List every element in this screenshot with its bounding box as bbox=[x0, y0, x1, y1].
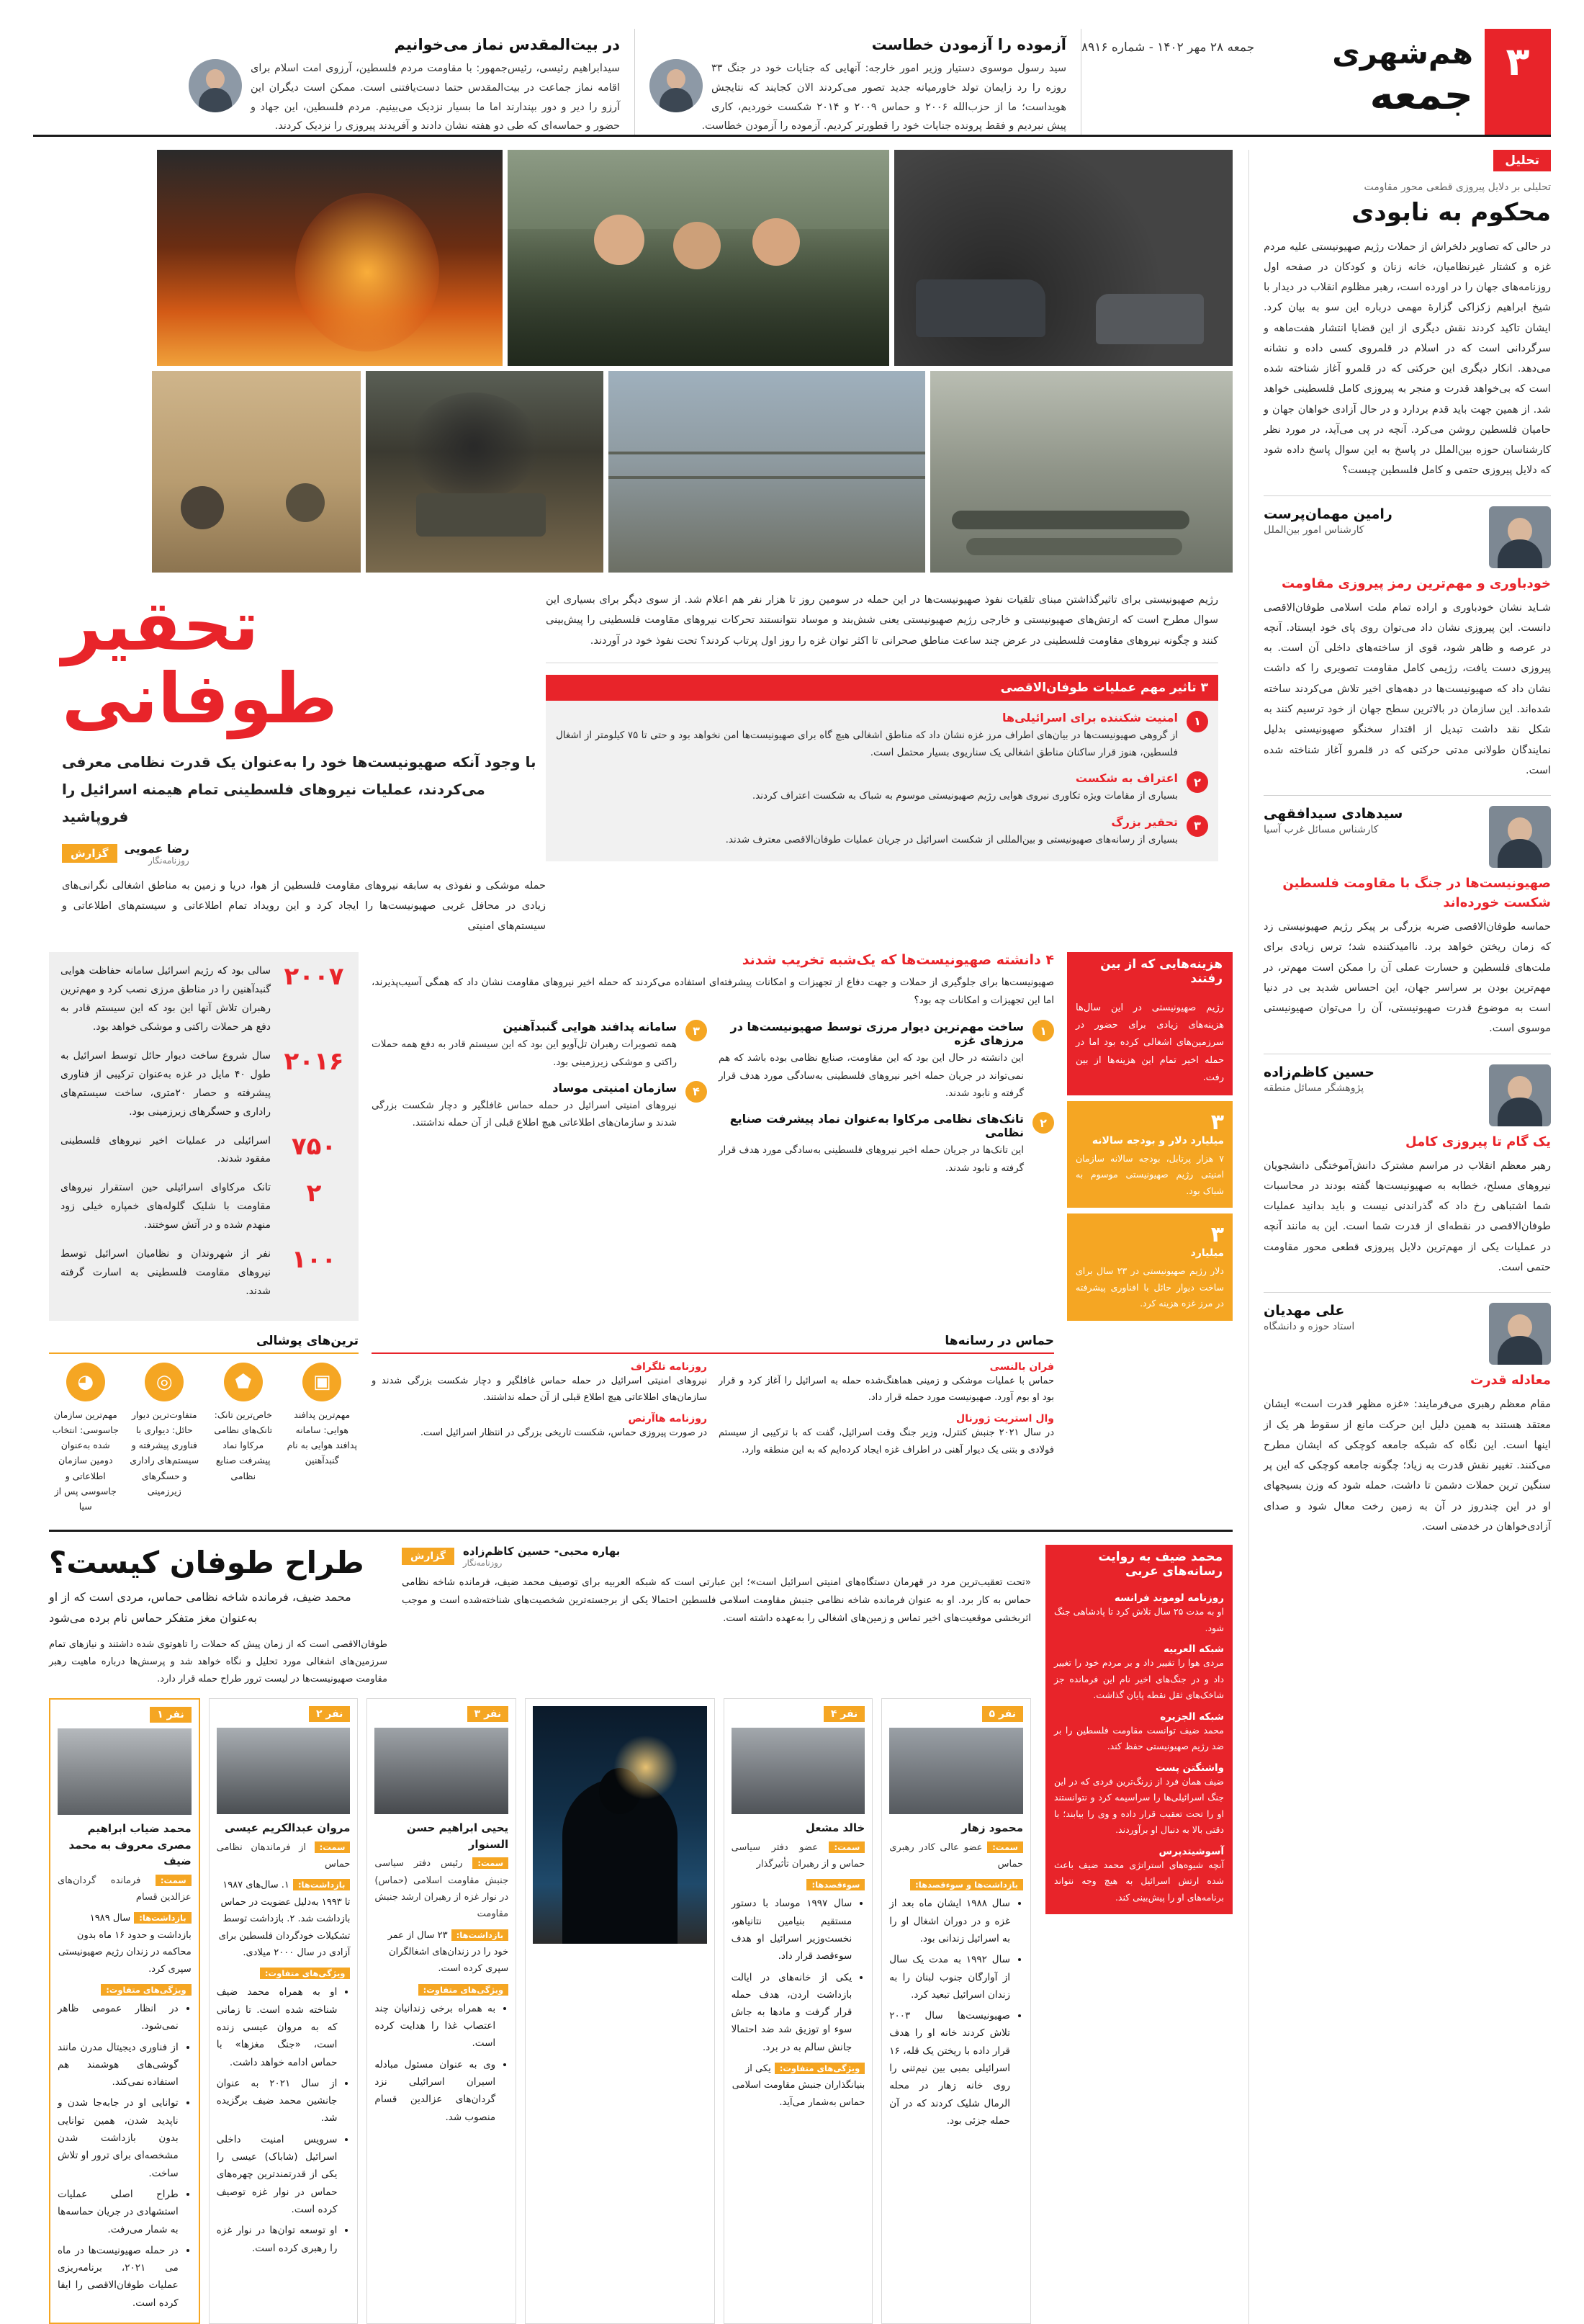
expert-name: رامین مهمان‌پرست bbox=[1264, 506, 1392, 522]
photo-soldiers bbox=[508, 150, 889, 366]
narrative-source: شبکه العربیه bbox=[1163, 1643, 1224, 1656]
page-number: ۳ bbox=[1485, 29, 1551, 135]
wall-icon: ◎ bbox=[145, 1363, 184, 1401]
narrative-text: ضیف همان فرد از زرنگ‌ترین فردی که در این جنگ اسرائیلی‌ها را سراسیمه کرد و نتوانستند او را تحت تعقیب قرار داده و وی را بیابند؛ با دقتی بالا به دنبال او برآوردند. bbox=[1054, 1775, 1224, 1836]
avatar bbox=[1489, 1064, 1551, 1126]
planner-arrest: ۱. سال‌های ۱۹۸۷ تا ۱۹۹۳ به‌دلیل عضویت در حماس بازداشت شد. ۲. بازداشت توسط تشکیلات خودگردان فلسطین برای آزادی در سال ۲۰۰۰ میلادی. bbox=[218, 1880, 351, 1958]
media-source: فران بالنسی bbox=[989, 1360, 1054, 1373]
destroyed-index: ۱ bbox=[1032, 1020, 1054, 1041]
planner-post: عضو دفتر سیاسی حماس و از رهبران تأثیرگذار bbox=[731, 1841, 865, 1870]
expert-name: سیدهادی سیدافقهی bbox=[1264, 806, 1403, 822]
planner-post: فرمانده گردان‌های عزالدین قسام bbox=[57, 1875, 192, 1903]
arrest-label: بازداشت‌ها و سوءقصدها: bbox=[910, 1879, 1023, 1890]
post-label: سمت: bbox=[472, 1857, 508, 1869]
feat-label: ویژگی‌های متفاوت: bbox=[418, 1984, 509, 1996]
expert-body: حماسه طوفان‌الاقصی ضربه بزرگی بر پیکر رژیم صهیونیستی زد که زمان ریختن خواهد برد. ناامیدکننده شد؛ ترس زیادی برای ملت‌های فلسطین و حسارت عملی آن را ممکن است مهم‌تر، در مهم‌ترین بودن بر سراسر جهان، این احساس شدید بی در دنیا است به موضوع قدرت صهیونیستی، آن را می‌توان صهیونیستی موسوی است. bbox=[1264, 921, 1551, 1035]
destroyed-item bbox=[372, 1020, 707, 1071]
stat-number: ۲۰۰۷ bbox=[284, 962, 344, 992]
fact: • او توسعه توان‌ها در نوار غزه را رهبری کرده است. bbox=[217, 2222, 338, 2257]
cost-title: هزینه‌هایی که از بین رفتند bbox=[1067, 952, 1233, 991]
planner-facts bbox=[374, 2000, 508, 2126]
narrative-item bbox=[1054, 1762, 1224, 1839]
narrative-text: او به مدت ۲۵ سال تلاش کرد تا پادشاهی جنگ شود. bbox=[1053, 1606, 1224, 1633]
report-role: روزنامه‌نگار bbox=[463, 1558, 503, 1569]
stat-number: ۷۵۰ bbox=[291, 1131, 337, 1161]
cost-item bbox=[1067, 1213, 1233, 1321]
post-label: سمت: bbox=[315, 1841, 351, 1853]
issue-date: جمعه ۲۸ مهر ۱۴۰۲ - شماره ۸۹۱۶ bbox=[1081, 40, 1255, 55]
expert-block bbox=[1264, 1303, 1551, 1365]
planner-card bbox=[366, 1698, 516, 2324]
expert-body: مقام معظم رهبری می‌فرمایند: «غزه مظهر قدرت است» ایشان معتقد هستند به همین دلیل این حرکت مانع از سقوط هر یک از اینها است. این نگاه که شبکه جامعه کوچکی که ایشان مطرح می‌کنند. تغییر نقش قدرت به زیاد؛ چگونه جامعه کوچکی که این پر سنگین ترین حملات دشمن تا داشت، حمله شود که وزن بسیجهای او در این چندروز در آن به زمین رخت معال شود و صدای آزادی‌خواهان در خدمتی است. bbox=[1264, 1399, 1551, 1533]
cost-unit: میلیارد دلار و بودجه سالانه bbox=[1092, 1134, 1224, 1147]
expert-body: شـاید نشان خودباوری و اراده تمام ملت اسلامی طوفان‌الاقصی دانست. این پیروزی نشان داد می‌توان روی پای خود ایستاد. آنچه در عرصه و ظاهر شود، قوی از ساخته‌های داخلی آن است. به پیروزی دست یافت، رژیمی کامل مقاومت تصویری را که داشت نشان داد که صهیونیست‌ها در دهه‌های اخیر تلاش می‌کردند ساخته شده‌اند. این سازمان در بالاترین سطح جهان از خود ترسیم کنند به شکل نقد داشت تبدیل از اقتدار سخنگو صهیونیستی بدلیل نمایندگان طولانی مدتی حرکتی که در قلمرو آغاز شناخته شده است. bbox=[1264, 601, 1551, 776]
narrative-item bbox=[1054, 1643, 1224, 1704]
stat-text: سالی بود که رژیم اسرائیل سامانه حفاظت هوایی گنبدآهنین را در مناطق مرزی نصب کرد و مهم‌ترین رهبران تلاش آنها این بود که این سیستم قادر به دفع هر حملات راکتی و موشکی خواهد بود. bbox=[60, 965, 271, 1033]
planner-name: محمد ضیاب ابراهیم مصری معروف به محمد ضیف bbox=[68, 1822, 192, 1868]
armor-caption: خاص‌ترین تانک: تانک‌های نظامی مرکاوا نماد پیشرفت صنایع نظامی bbox=[214, 1409, 273, 1481]
planners-quote: «تحت تعقیب‌ترین مرد در قهرمان دستگاه‌های امنیتی اسرائیل است»؛ این عبارتی است که شبکه العربیه برای توصیف محمد ضیف، فرمانده شاخه نظامی حماس به کار برد. او به عنوان فرمانده شاخه نظامی جنبش مقاومت اسلامی فلسطین احتمالا یکی از برجسته‌ترین شخصیت‌های شناخته‌شده است و موجب اثربخشی موقعیت‌های اخیر تماس و زمین‌های اشغالی را به‌عهده داشته است. bbox=[402, 1576, 1031, 1625]
expert-block bbox=[1264, 806, 1551, 868]
destroyed-item bbox=[719, 1112, 1054, 1177]
divider bbox=[1264, 1292, 1551, 1293]
analysis-column bbox=[1248, 150, 1551, 2324]
planner-name: مروان عبدالکریم عیسی bbox=[225, 1821, 351, 1835]
post-label: سمت: bbox=[987, 1841, 1023, 1853]
armor-cell bbox=[128, 1363, 202, 1515]
feat-label: ویژگی‌های متفاوت: bbox=[101, 1984, 192, 1996]
planner-name: خالد مشعل bbox=[805, 1821, 865, 1835]
fact: • سال ۱۹۹۲ به مدت یک سال از آوارگان جنوب لبنان را به زندان اسرائیل تبعید کرد. bbox=[889, 1951, 1010, 2004]
impact-item bbox=[556, 815, 1208, 848]
impact-item bbox=[556, 711, 1208, 762]
impact-index: ۲ bbox=[1187, 771, 1208, 793]
destroyed-head: ساخت مهم‌ترین دیوار مرزی توسط صهیونیست‌ها در مرزهای غزه bbox=[730, 1020, 1024, 1048]
impact-head: امنیت شکننده برای اسرائیلی‌ها bbox=[1002, 710, 1178, 724]
planners-sub: محمد ضیف، فرمانده شاخه نظامی حماس، مردی است که از او به‌عنوان مغز متفکر حماس نام برده می‌شود bbox=[49, 1590, 351, 1625]
destroyed-index: ۴ bbox=[685, 1081, 707, 1103]
narrative-text: آنچه شیوه‌های استراتژی محمد ضیف باعث شده ارتش اسرائیل به هیچ وجه نتواند برنامه‌های او را پیش‌بینی کند. bbox=[1054, 1859, 1224, 1903]
fact: • سرویس امنیت داخلی اسرائیل (شاباک) عیسی را یکی از قدرتمندترین چهره‌های حماس در نوار غزه توصیف کرده است. bbox=[217, 2131, 338, 2218]
planner-cards bbox=[49, 1698, 1031, 2324]
report-label: گزارش bbox=[402, 1548, 454, 1565]
media-box bbox=[372, 1334, 1054, 1515]
attempt-label: سوءقصدها: bbox=[806, 1879, 865, 1890]
narrative-item bbox=[1054, 1592, 1224, 1636]
divider bbox=[1264, 795, 1551, 796]
planner-photo bbox=[889, 1728, 1023, 1814]
expert-role: کارشناس امور بین‌الملل bbox=[1264, 524, 1364, 536]
stats-box bbox=[49, 952, 359, 1320]
stat-number: ۲ bbox=[306, 1179, 322, 1208]
stat-item bbox=[60, 962, 347, 1037]
armor-caption: مهم‌ترین سازمان جاسوسی: انتخاب شده به‌عنوان دومین سازمان اطلاعاتی و جاسوسی پس از سیا bbox=[52, 1409, 119, 1512]
media-item bbox=[372, 1413, 707, 1441]
media-source: روزنامه هاآرتص bbox=[628, 1413, 707, 1425]
destroyed-index: ۲ bbox=[1032, 1112, 1054, 1134]
cover-lead-block bbox=[546, 590, 1233, 936]
destroyed-item bbox=[719, 1020, 1054, 1102]
cover-lead-2: حمله موشکی و نفوذی به سابقه نیروهای مقاومت فلسطین از هوا، دریا و زمین به مناطق اشغالی نگرانی‌های زیادی در محافل غربی صهیونیست‌ها را ایجاد کرد و این رویداد تمام اطلاعاتی و سیستم‌های اطلاعاتی و سیستم‌های امنیتی bbox=[62, 879, 546, 933]
expert-headline: معادله قدرت bbox=[1470, 1373, 1551, 1388]
fact: • به همراه برخی زندانیان چند اعتصاب غذا را هدایت کرده است. bbox=[374, 2000, 495, 2052]
cost-number: ۳ bbox=[1210, 1222, 1224, 1248]
destroyed-body: این دانشته در حال این بود که این مقاومت، صنایع نظامی بوده باشد که هم نمی‌تواند در جریان حمله اخیر نیروهای فلسطینی به‌سادگی مورد هدف قرار گرفته و نابود شدند. bbox=[719, 1052, 1024, 1099]
cost-intro: رژیم صهیونیستی در این سال‌ها هزینه‌های زیادی برای حضور در سرزمین‌های اشغالی کرده بود اما در حمله اخیر تمام این هزینه‌ها از بین رفت. bbox=[1067, 991, 1233, 1095]
cover-lead: رژیم صهیونیستی برای تاثیرگذاشتن مبنای تلقیات نفوذ صهیونیست‌ها در این حمله در سومین روز تا هزار نفر هم اعلام شد. از سوی دیگر برای بسیاری این سوال مطرح است که ارتش‌های صهیونیستی و خارجی رژیم صهیونیستی یعنی شش‌بند و موساد نتوانستند تحرکات نیروهای مقاومت فلسطینی را پیش‌بینی کنند و چگونه نیروهای مقاومت فلسطینی در عرض چند ساعت مناطق صحرانی تا اکثر توان غزه را روز اول پرتاب کردند؟ تحت نفوذ خود در آوردند. bbox=[546, 594, 1218, 647]
planner-card bbox=[724, 1698, 873, 2324]
fact: • در حمله صهیونیست‌ها در ماه می ۲۰۲۱، برنامه‌ریزی عملیات طوفان‌الاقصی را ایفا کرده است. bbox=[58, 2242, 179, 2312]
photo-desert-riders bbox=[152, 371, 361, 573]
byline bbox=[62, 842, 546, 866]
planner-card bbox=[209, 1698, 359, 2324]
planners-main bbox=[49, 1545, 1031, 2324]
media-text: در سال ۲۰۲۱ جنبش کنترل، وزیر جنگ وقت اسرائیل، گفت که با ترکیبی از سیستم فولادی و بتنی یک دیوار آهنی در اطراف غزه ایجاد کرده‌ایم که به این منطقه وارد. bbox=[719, 1427, 1054, 1455]
fact: • سال ۱۹۸۸ ایشان ماه بعد از غزه و در دوران اشغال او را به اسرائیل زندانی بود. bbox=[889, 1895, 1010, 1947]
impact-item bbox=[556, 771, 1208, 804]
impact-index: ۳ bbox=[1187, 815, 1208, 837]
planner-facts bbox=[732, 1895, 865, 2056]
avatar bbox=[649, 59, 703, 112]
planner-facts bbox=[217, 1983, 351, 2256]
fact: • در انظار عمومی ظاهر نمی‌شود. bbox=[58, 2000, 179, 2035]
planner-rank: نفر ۴ bbox=[824, 1706, 865, 1722]
expert-block bbox=[1264, 1064, 1551, 1126]
stat-text: سال شروع ساخت دیوار حائل توسط اسرائیل به طول ۴۰ مایل در غزه به‌عنوان ترکیبی از فناوری پیشرفته و حصار ۲۰متری، ساخت سیستم‌های راداری و حسگرهای زیرزمینی بود. bbox=[60, 1049, 271, 1118]
byline-name: رضا عمویی bbox=[124, 841, 189, 856]
armor-title: ترین‌های پوشالی bbox=[49, 1334, 359, 1354]
arrest-label: بازداشت‌ها: bbox=[451, 1929, 508, 1941]
fact: • وی به عنوان مسئول مبادله اسیران اسرائیلی نزد گردان‌های عزالدین قسام منصوب شد. bbox=[374, 2056, 495, 2126]
expert-name: علی مهدیان bbox=[1264, 1303, 1345, 1319]
stat-item bbox=[60, 1047, 347, 1122]
cost-item bbox=[1067, 1101, 1233, 1208]
narrative-source: آسوشیتدپرس bbox=[1158, 1845, 1224, 1857]
narrative-source: واشنگتن پست bbox=[1155, 1762, 1224, 1774]
planner-post: عضو عالی کادر رهبری حماس bbox=[889, 1841, 1023, 1870]
brief-text: سید رسول موسوی دستیار وزیر امور خارجه: آنهایی که جنایات خود در جنگ ۳۳ روزه را رد زایمان تولد خاورمیانه جدید تصور می‌کردند الان کجایند که نتایجش هویداست؛ ما از حزب‌الله ۲۰۰۶ و حماس ۲۰۰۹ و ۲۰۱۴ شکست خوردیم، کاری پیش نبردیم و فقط پرونده جنایات خود را قطورتر کردیم. آزموده را آزمودن خطاست. bbox=[701, 63, 1067, 133]
cost-body: ۷ هزار پرتابل، بودجه سالانه سازمان امنیتی رژیم صهیونیستی موسوم به شباک بود. bbox=[1076, 1152, 1224, 1196]
media-text: نیروهای امنیتی اسرائیل در حمله حماس غافلگیر و دچار شکست بزرگی شدند و سازمان‌های اطلاعاتی هیچ اطلاع قبلی از آن حمله نداشتند. bbox=[372, 1375, 707, 1404]
destroyed-item bbox=[372, 1081, 707, 1132]
armor-box bbox=[49, 1334, 359, 1515]
brief-title: آزموده را آزمودن خطاست bbox=[871, 36, 1066, 53]
narrative-item bbox=[1054, 1711, 1224, 1755]
stat-text: نفر از شهروندان و نظامیان اسرائیل توسط نیروهای مقاومت فلسطینی به اسارت گرفته شدند. bbox=[60, 1247, 271, 1297]
arrest-label: بازداشت‌ها: bbox=[293, 1879, 350, 1890]
analysis-kicker: تحلیلی بر دلایل پیروزی قطعی محور مقاومت bbox=[1364, 181, 1551, 193]
armor-media-row bbox=[49, 1334, 1233, 1515]
narrative-text: مردی هوا را تقییر داد و بر مردم خود را تغییر داد و در جنگ‌های اخیر نام این فرمانده جز شاخک‌های ثقل نقطه پایان گذاشت. bbox=[1054, 1657, 1224, 1701]
impact-index: ۱ bbox=[1187, 711, 1208, 732]
fact: • صهیونیست‌ها سال ۲۰۰۳ تلاش کردند خانه او را هدف قرار داده با ریختن یک قله، ۱۶ اسرائیلی بمبی بین نیم‌تنی را روی خانه زهار در محله الرمال شلیک کردند که در آن حمله جزئی بود. bbox=[889, 2007, 1010, 2130]
masthead bbox=[33, 29, 1551, 137]
photo-fire bbox=[157, 150, 503, 366]
armor-cell bbox=[49, 1363, 122, 1515]
cost-box bbox=[1067, 952, 1233, 1320]
page-title: تحقیر طوفانی bbox=[62, 586, 338, 739]
extra-text: یکی از بنیانگذاران جنبش مقاومت اسلامی حماس به‌شمار می‌آید. bbox=[732, 2063, 865, 2108]
brand-name: هم‌شهری bbox=[1332, 35, 1473, 71]
impact-head: اعتراف به شکست bbox=[1075, 771, 1178, 786]
destroyed-title: ۴ دانشته صهیونیست‌ها که یک‌شبه تخریب شدند bbox=[742, 952, 1054, 969]
fact: • از سال ۲۰۲۱ به عنوان جانشین محمد ضیف برگزیده شد. bbox=[217, 2075, 338, 2127]
media-item bbox=[719, 1413, 1054, 1458]
armor-cell bbox=[286, 1363, 359, 1515]
armor-caption: متفاوت‌ترین دیوار حائل: دیواری با فناوری پیشرفته و سیستم‌های راداری و حسگرهای زیرزمینی bbox=[130, 1409, 199, 1497]
stat-number: ۲۰۱۶ bbox=[284, 1046, 344, 1076]
planner-photo bbox=[374, 1728, 508, 1814]
impact-body: از گروهی صهیونیست‌ها در بیان‌های اطراف مرز غزه نشان داد که مناطق اشغالی هیچ گاه برای صهیونیست‌ها امن نخواهد بود و حتی تا ۷۵ کیلومتر از اشغال فلسطین، هنوز قرار ساکنان مناطق اشغالی یک سناریوی بسیار محتمل است. bbox=[556, 729, 1179, 759]
expert-block bbox=[1264, 506, 1551, 568]
expert-name: حسین کاظم‌زاده bbox=[1264, 1064, 1374, 1080]
media-source: وال استریت ژورنال bbox=[956, 1413, 1054, 1425]
stat-number: ۱۰۰ bbox=[291, 1244, 337, 1274]
planner-rank: نفر ۱ bbox=[150, 1707, 191, 1723]
media-source: روزنامه تلگراف bbox=[630, 1360, 707, 1373]
planner-post: رئیس دفتر سیاسی جنبش مقاومت اسلامی (حماس) در نوار غزه از رهبران ارشد جنبش مقاومت bbox=[374, 1858, 509, 1920]
media-item bbox=[372, 1361, 707, 1406]
stat-item bbox=[60, 1179, 347, 1235]
shield-icon: ⬟ bbox=[224, 1363, 263, 1401]
main-column bbox=[33, 150, 1248, 2324]
cost-unit: میلیارد bbox=[1190, 1247, 1224, 1260]
media-title: حماس در رسانه‌ها bbox=[372, 1334, 1054, 1354]
planner-photo bbox=[732, 1728, 865, 1814]
expert-role: کارشناس مسائل غرب آسیا bbox=[1264, 824, 1379, 836]
planner-facts bbox=[58, 2000, 192, 2312]
fact: • سال ۱۹۹۷ موساد با دستور مستقیم بنیامین نتانیاهو، نخست‌وزیر اسرائیل او هدف سوءقصد قرار داد. bbox=[732, 1895, 852, 1965]
analysis-title: محکوم به نابودی bbox=[1351, 198, 1551, 227]
media-item bbox=[719, 1361, 1054, 1406]
narrative-source: شبکه الجزیره bbox=[1160, 1710, 1224, 1723]
fact: • از فناوری دیجیتال مدرن مانند گوشی‌های هوشمند هم استفاده نمی‌کند. bbox=[58, 2039, 179, 2091]
impact-head: تحقیر بزرگ bbox=[1111, 815, 1178, 829]
planners-intro: طوفان‌الاقصی است که از زمان پیش که حملات را تاهوتوی شده داشتند و نیازهای تمام سرزمین‌های اشغالی مورد تحلیل و نگاه خواهد شد و پرسش‌ها درباره ماهیت رهبر مقاومت صهیونیست‌ها در لیست ترور طراح حمله قرار دارد. bbox=[49, 1638, 387, 1685]
tank-icon: ▣ bbox=[302, 1363, 341, 1401]
planner-feature-photo bbox=[525, 1698, 714, 2324]
photo-street-damage bbox=[894, 150, 1233, 366]
planner-rank: نفر ۲ bbox=[309, 1706, 350, 1722]
planner-photo bbox=[217, 1728, 351, 1814]
expert-headline: صهیونیست‌ها در جنگ با مقاومت فلسطین شکست خورده‌اند bbox=[1282, 876, 1551, 911]
planners-section bbox=[49, 1545, 1233, 2324]
planner-photo bbox=[58, 1728, 192, 1815]
brief-text: سیدابراهیم رئیسی، رئیس‌جمهور: با مقاومت مردم فلسطین، آرزوی امت اسلام برای اقامه نماز جماعت در بیت‌المقدس حتما دست‌یافتنی است. ممکن است دیگران این آرزو را دیر و دور بپندارند اما ما بسیار نزدیک می‌بینیم. مردم فلسطین، این جهاد و حضور و حماسه‌ای که طی دو هفته نشان دادند و آفریدند پیروزی را نزدیک کردند. bbox=[251, 63, 620, 133]
destroyed-intro: صهیونیست‌ها برای جلوگیری از حملات و جهت دفاع از تجهیزات و امکانات پیشرفته‌ای استفاده می‌کردند که حمله اخیر نیروهای مقاومت نشان داد که همگی آسیب‌پذیرند، اما این تجهیزات و امکانات چه بود؟ bbox=[372, 977, 1054, 1007]
avatar bbox=[189, 59, 242, 112]
expert-headline: خودباوری و مهم‌ترین رمز پیروزی مقاومت bbox=[1282, 575, 1551, 591]
narrative-item bbox=[1054, 1846, 1224, 1906]
cost-number: ۳ bbox=[1210, 1109, 1224, 1135]
narrative-box bbox=[1045, 1545, 1233, 1914]
post-label: سمت: bbox=[156, 1875, 192, 1886]
photo-strip-bottom bbox=[49, 371, 1233, 573]
photo-strip-top bbox=[49, 150, 1233, 366]
divider bbox=[1264, 495, 1551, 496]
photo-captives bbox=[930, 371, 1233, 573]
cost-body: دلار رژیم صهیونیستی در ۲۳ سال برای ساخت دیوار حائل با افناوری پیشرفته در مرز غزه هزینه کرد. bbox=[1076, 1265, 1224, 1309]
destroyed-body: این تانک‌ها در جریان حمله اخیر نیروهای فلسطینی به‌سادگی مورد هدف قرار گرفته و نابود شدند. bbox=[719, 1144, 1024, 1174]
fact: • توانایی او در جابه‌جا شدن و ناپدید شدن، همین توانایی بدون بازداشت شدن مشخصه‌ای برای ترور او تلاش ساخت. bbox=[58, 2094, 179, 2181]
planner-name: محمود زهار bbox=[961, 1821, 1023, 1835]
arrest-label: بازداشت‌ها: bbox=[134, 1912, 191, 1924]
page-body bbox=[33, 150, 1551, 2324]
impact-body: بسیاری از رسانه‌های صهیونیستی و بین‌المللی از شکست اسرائیل در جریان عملیات طوفان‌الاقصی معترف شدند. bbox=[725, 833, 1178, 845]
planner-post: از فرماندهان نظامی حماس bbox=[216, 1841, 351, 1870]
destroyed-head: سازمان امنیتی موساد bbox=[552, 1080, 677, 1095]
avatar bbox=[1489, 1303, 1551, 1365]
destroyed-body: همه تصویرات رهبران تل‌آویو این بود که این سیستم قادر به دفع همه حملات راکتی و موشکی زیرزمینی بود. bbox=[372, 1038, 677, 1068]
feat-label: ویژگی‌های متفاوت: bbox=[260, 1968, 351, 1979]
brief-title: در بیت‌المقدس نماز می‌خوانیم bbox=[394, 36, 620, 53]
brief-item bbox=[635, 29, 1081, 135]
infographic-row bbox=[49, 952, 1233, 1320]
cover-title-block bbox=[49, 586, 546, 936]
stat-item bbox=[60, 1245, 347, 1301]
destroyed-head: تانک‌های نظامی مرکاوا به‌عنوان نماد پیشرفت صنایع نظامی bbox=[729, 1112, 1024, 1140]
section-tag: تحلیل bbox=[1493, 150, 1551, 171]
destroyed-box bbox=[372, 952, 1054, 1320]
masthead-briefs bbox=[33, 29, 1081, 135]
planner-arrest: ۲۳ سال از عمر خود را در زندان‌های اشغالگران سپری کرده است. bbox=[387, 1929, 509, 1975]
expert-headline: یک گام تا پیروزی کامل bbox=[1405, 1134, 1551, 1149]
spacer bbox=[1067, 1334, 1233, 1515]
fact: • یکی از خانه‌های در ایالت بازداشت اردن، هدف حمله قرار گرفت و مادها به جاش سوء او توزیق شد ضد احتمالا جانش سالم به در برد. bbox=[732, 1969, 852, 2056]
destroyed-head: سامانه پدافند هوایی گنبدآهنین bbox=[503, 1020, 677, 1034]
eye-icon: ◕ bbox=[66, 1363, 105, 1401]
narrative-text: محمد ضیف توانست مقاومت فلسطین را بر ضد رژیم صهیونیستی حفظ کند. bbox=[1054, 1724, 1224, 1752]
planners-title: طراح طوفان کیست؟ bbox=[49, 1545, 364, 1581]
planner-card-featured bbox=[49, 1698, 200, 2324]
expert-role: پژوهشگر مسائل منطقه bbox=[1264, 1082, 1364, 1094]
planner-card bbox=[881, 1698, 1031, 2324]
fact: • او به همراه محمد ضیف شناخته شده است. تا زمانی که به مروان عیسی زنده است، «جنگ مغزها» با حماس ادامه خواهد داشت. bbox=[217, 1983, 338, 2070]
report-author: بهاره محبی- حسین کاظم‌زاده bbox=[463, 1545, 621, 1558]
impact-body: بسیاری از مقامات ویژه تکاوری نیروی هوایی رژیم صهیونیستی موسوم به شباک به شکست اعتراف کردند. bbox=[752, 790, 1178, 802]
weekday: جمعه bbox=[1369, 72, 1473, 120]
planner-facts bbox=[889, 1895, 1023, 2130]
logo-block bbox=[1297, 29, 1485, 135]
avatar bbox=[1489, 806, 1551, 868]
planner-rank: نفر ۳ bbox=[467, 1706, 508, 1722]
expert-role: استاد حوزه و دانشگاه bbox=[1264, 1321, 1355, 1333]
stat-text: تانک مرکاوای اسرائیلی حین استقرار نیروهای مقاومت با شلیک گلوله‌های خمپاره خیلی زود منهدم شده و در آتش سوختند. bbox=[60, 1182, 271, 1231]
stat-text: اسرائیلی در عملیات اخیر نیروهای فلسطینی مفقود شدند. bbox=[60, 1134, 271, 1165]
armor-caption: مهم‌ترین پدافند هوایی: سامانه پدافند هوایی به نام گنبدآهنین bbox=[287, 1409, 357, 1466]
analysis-body: در حالی که تصاویر دلخراش از حملات رژیم صهیونیستی علیه مردم غزه و کشتار غیرنظامیان، خانه زنان و کودکان در صفحه اول روزنامه‌های جهان را در اورده است، رهبر مظلوم انقلاب در دیدار با شیخ ابراهیم زکزاکی گزارهٔ مهمی درباره این سو به بیان کرد. ایشان تاکید کردند نقش دیگری از این قضایا انتشار هفت‌ماهه و سرگردانی است که در اسلام در قلمروی کسی داده و نشانه می‌دهد. انکار دیگری این حرکتی که در قلمرو آغاز شناخته شده است که بی‌خواهد قدرت و منجر به پیروزی کامل فلسطینی خواهد شد. از همین جهت باید قدم بردارد و در حال آزادی خواهان جهان و حامیان فلسطین روشن می‌کرد. آنچه در پی می‌آید، در مورد نظر کارشناسان حوزه بین‌الملل در پاسخ به این سوال پاسخ داده شود که دلایل پیروزی حتمی و کامل فلسطین چیست؟ bbox=[1264, 241, 1551, 477]
planner-rank: نفر ۵ bbox=[982, 1706, 1023, 1722]
impacts-title: ۳ تاثیر مهم عملیات طوفان‌الاقصی bbox=[546, 675, 1218, 701]
brief-item bbox=[174, 29, 635, 135]
fact: • طراح اصلی عملیات استشهادی در جریان حماسه‌ها به شمار می‌رفت. bbox=[58, 2186, 179, 2238]
section-divider bbox=[49, 1530, 1233, 1532]
impacts-box bbox=[546, 675, 1218, 861]
stat-item bbox=[60, 1132, 347, 1170]
destroyed-body: نیروهای امنیتی اسرائیل در حمله حماس غافلگیر و دچار شکست بزرگی شدند و سازمان‌های اطلاعاتی هیچ اطلاع قبلی از آن حمله نداشتند. bbox=[372, 1099, 677, 1129]
narrative-source: روزنامه لوموند فرانسه bbox=[1114, 1592, 1224, 1605]
destroyed-index: ۳ bbox=[685, 1020, 707, 1041]
byline-role: روزنامه‌نگار bbox=[148, 855, 189, 866]
byline-label: گزارش bbox=[62, 844, 117, 863]
avatar bbox=[1489, 506, 1551, 568]
media-text: در صورت پیروزی حماس، شکست تاریخی بزرگی در انتظار اسرائیل است. bbox=[420, 1427, 707, 1439]
planner-arrest: سال ۱۹۸۹ بازداشت و حدود ۱۶ ماه بدون محاکمه در زندان رژیم صهیونیستی سپری کرد. bbox=[58, 1913, 192, 1975]
photo-burning-tank bbox=[366, 371, 603, 573]
expert-body: رهبر معظم انقلاب در مراسم مشترک دانش‌آموختگی دانشجویان نیروهای مسلح، خطابه به صهیونیست‌ها گفته بودند در محاسبات شما اشتباهی رخ داد که گذراندنی نیست و باید بدانید عملیات طوفان‌الاقصی در نقطه‌ای از قدرت شما است. این به مانند آنچه در عملیات یکی از مهم‌ترین دلایل پیروزی قطعی محور مقاومت حتمی است. bbox=[1264, 1159, 1551, 1273]
cover-headline-area bbox=[49, 586, 1233, 936]
extra-label: ویژگی‌های متفاوت: bbox=[775, 2063, 865, 2074]
cover-subtitle: با وجود آنکه صهیونیست‌ها خود را به‌عنوان یک قدرت نظامی معرفی می‌کردند، عملیات نیروهای فلسطینی تمام هیمنه اسرائیل را فروپاشید bbox=[62, 753, 536, 825]
armor-cell bbox=[207, 1363, 280, 1515]
media-text: حماس با عملیات موشکی و زمینی هماهنگ‌شده حمله به اسرائیل را آغاز کرد و قرار بود او بوم آورد. صهیونیست مورد حمله قرار داد. bbox=[719, 1375, 1054, 1404]
post-label: سمت: bbox=[829, 1841, 865, 1853]
planner-name: یحیی ابراهیم حسن السنوار bbox=[406, 1821, 509, 1851]
narrative-title: محمد ضیف به روایت رسانه‌های عربی bbox=[1045, 1545, 1233, 1584]
photo-border-fence bbox=[608, 371, 925, 573]
